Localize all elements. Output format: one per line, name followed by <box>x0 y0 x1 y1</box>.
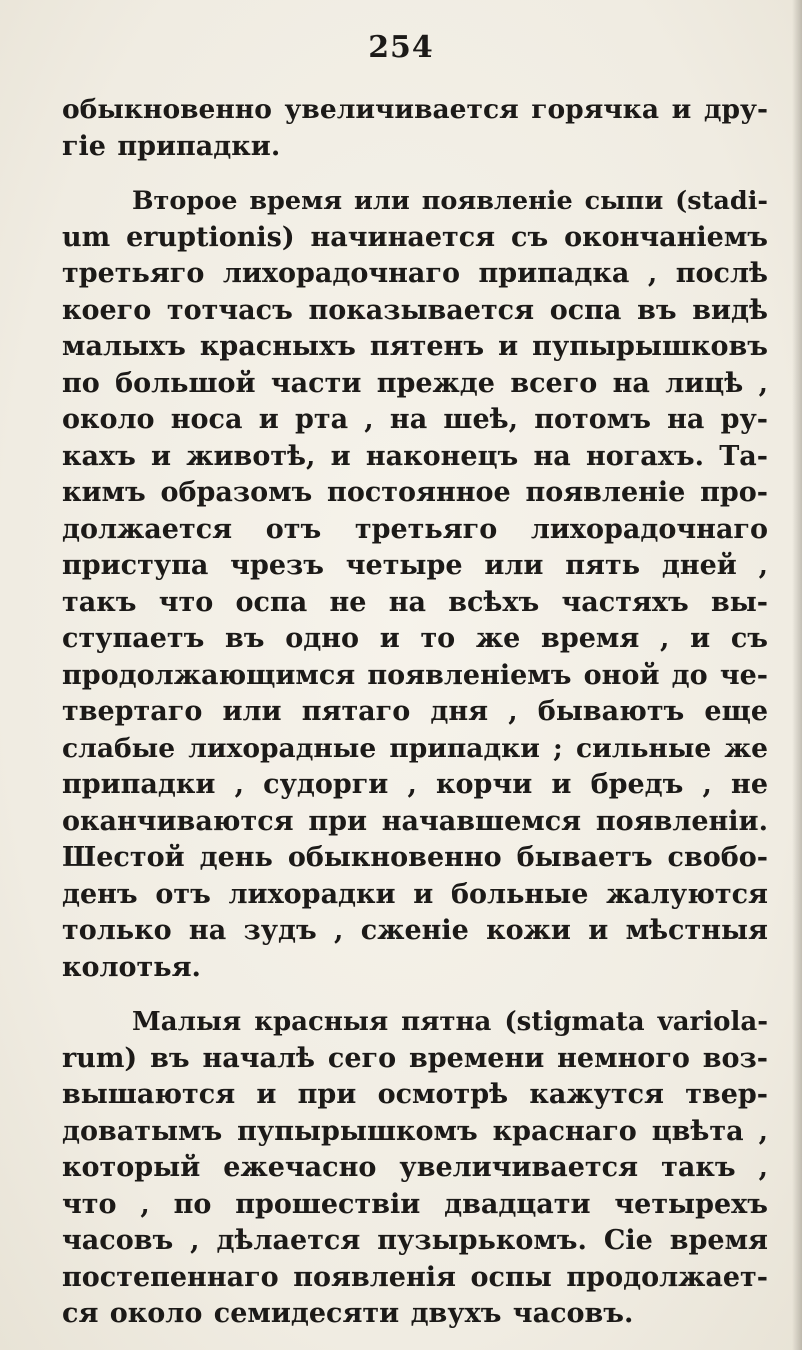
text-line: припадки , судорги , корчи и бредъ , не <box>62 769 768 800</box>
text-line: постепеннаго появленія оспы продолжает- <box>62 1261 768 1293</box>
text-line: Малыя красныя пятна (stigmata variola- <box>132 1007 768 1037</box>
text-line: кахъ и животѣ, и наконецъ на ногахъ. Та- <box>62 440 768 472</box>
paragraph-3 <box>62 1004 768 1333</box>
text-line: Шестой день обыкновенно бываетъ свобо- <box>62 842 768 873</box>
text-line: коего тотчасъ показывается оспа въ видѣ <box>62 294 768 326</box>
text-line: um eruptionis) начинается съ окончаніемъ <box>62 221 768 253</box>
text-line: rum) въ началѣ сего времени немного воз- <box>62 1042 768 1074</box>
text-line: обыкновенно увеличивается горячка и дру- <box>62 94 768 125</box>
text-line: приступа чрезъ четыре или пять дней , <box>62 550 768 581</box>
text-line: третьяго лихорадочнаго припадка , послѣ <box>62 258 768 289</box>
text-body <box>62 92 768 1333</box>
text-line: продолжающимся появленіемъ оной до че- <box>62 659 768 691</box>
text-line: твертаго или пятаго дня , бываютъ еще <box>62 696 768 727</box>
text-line: только на зудъ , сженіе кожи и мѣстныя <box>62 915 768 946</box>
text-line: денъ отъ лихорадки и больные жалуются <box>62 878 768 910</box>
text-line: ся около семидесяти двухъ часовъ. <box>62 1298 634 1329</box>
text-line: ступаетъ въ одно и то же время , и съ <box>62 623 768 654</box>
text-line: доватымъ пупырышкомъ краснаго цвѣта , <box>62 1115 768 1147</box>
text-line: часовъ , дѣлается пузырькомъ. Сіе время <box>62 1225 768 1256</box>
text-line: оканчиваются при начавшемся появленіи. <box>62 805 768 837</box>
text-line: кимъ образомъ постоянное появленіе про- <box>62 477 768 508</box>
text-line: около носа и рта , на шеѣ, потомъ на ру- <box>62 404 768 435</box>
paragraph-gap <box>62 986 768 1004</box>
text-line: колотья. <box>62 951 201 983</box>
page-number: 254 <box>368 30 434 65</box>
text-line: который ежечасно увеличивается такъ , <box>62 1152 768 1183</box>
paragraph-gap <box>62 165 768 183</box>
text-line: слабые лихорадные припадки ; сильные же <box>62 732 768 764</box>
paragraph-2 <box>62 183 768 986</box>
text-line: по большой части прежде всего на лицѣ , <box>62 367 768 399</box>
text-line: вышаются и при осмотрѣ кажутся твер- <box>62 1079 768 1110</box>
text-line: должается отъ третьяго лихорадочнаго <box>62 513 768 545</box>
text-line: Второе время или появленіе сыпи (stadi- <box>132 186 768 216</box>
text-line: гіе припадки. <box>62 130 281 162</box>
text-line: такъ что оспа не на всѣхъ частяхъ вы- <box>62 586 768 618</box>
paragraph-1 <box>62 92 768 165</box>
page-edge-shadow <box>792 0 802 1350</box>
text-line: что , по прошествіи двадцати четырехъ <box>62 1188 768 1220</box>
text-line: малыхъ красныхъ пятенъ и пупырышковъ <box>62 331 768 362</box>
